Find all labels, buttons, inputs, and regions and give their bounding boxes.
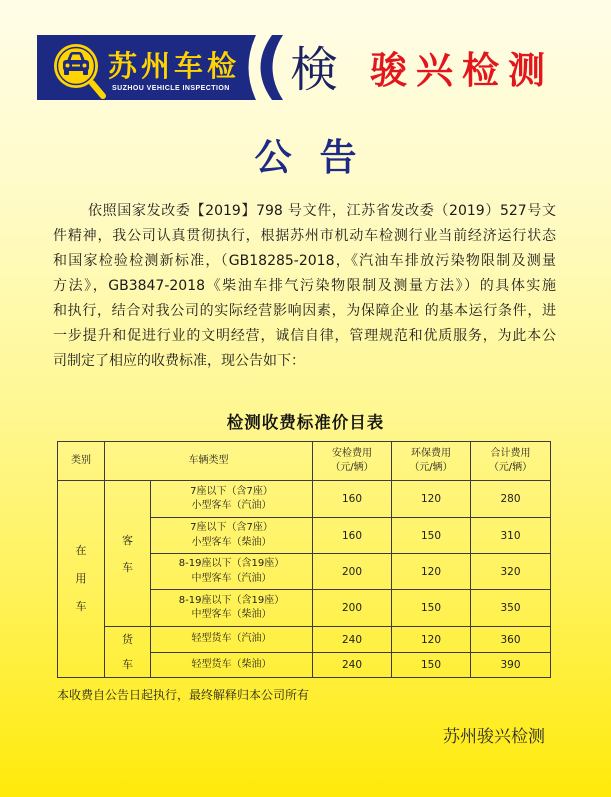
safety-fee: 200 (313, 590, 392, 627)
body-line: 和国家检验检测新标准，（GB18285-2018，《汽油车排放污染物限制及测量 (53, 253, 556, 269)
env-fee: 150 (392, 653, 471, 678)
table-row (58, 627, 551, 653)
body-line: 一步提升和促进行业的文明经营，诚信自律，管理规范和优质服务，为此本公 (53, 328, 556, 344)
body-line: 方法》，GB3847-2018《柴油车排气污染物限制及测量方法》）的具体实施 (53, 278, 556, 294)
env-fee: 150 (392, 518, 471, 554)
brand-subtitle: SUZHOU VEHICLE INSPECTION (112, 85, 230, 92)
company-name: 骏兴检测 (370, 49, 554, 92)
body-line: 件精神，我公司认真贯彻执行，根据苏州市机动车检测行业当前经济运行状态 (53, 228, 556, 244)
brand-name: 苏州车检 (108, 49, 241, 83)
vehicle-desc (151, 627, 313, 653)
inspection-mark: 検 (290, 42, 339, 98)
total-fee: 320 (471, 554, 551, 590)
vehicle-desc-line: 轻型货车（柴油） (191, 658, 272, 670)
vehicle-desc-line: 7座以下（含7座） (190, 522, 273, 533)
group-label-passenger: 客车 (122, 533, 133, 574)
group-cell-truck (105, 627, 151, 678)
header-fee-name: 环保费用 (411, 448, 451, 459)
safety-fee: 200 (313, 554, 392, 590)
car-headlight-left (66, 64, 70, 68)
env-fee: 150 (392, 590, 471, 627)
car-grille (72, 65, 80, 67)
car-wheel-right (83, 70, 88, 75)
vehicle-desc (151, 518, 313, 554)
safety-fee: 160 (313, 518, 392, 554)
vehicle-desc-line: 8-19座以下（含19座） (178, 558, 285, 569)
table-row (58, 481, 551, 518)
header-vehicle-type: 车辆类型 (105, 442, 313, 481)
env-fee: 120 (392, 481, 471, 518)
notice-title: 公告 (254, 136, 385, 179)
header-category: 类别 (58, 442, 105, 481)
total-fee: 310 (471, 518, 551, 554)
vehicle-desc-line: 中型客车（柴油） (191, 609, 272, 620)
body-line: 依照国家发改委【2019】798 号文件，江苏省发改委（2019）527号文 (88, 203, 556, 219)
env-fee: 120 (392, 627, 471, 653)
safety-fee: 160 (313, 481, 392, 518)
vehicle-desc-line: 轻型货车（汽油） (191, 633, 272, 645)
total-fee: 360 (471, 627, 551, 653)
total-fee: 390 (471, 653, 551, 678)
vehicle-desc (151, 590, 313, 627)
fee-table-title: 检测收费标准价目表 (226, 413, 385, 432)
group-cell-passenger (105, 481, 151, 627)
body-line: 和执行，结合对我公司的实际经营影响因素，为保障企业 的基本运行条件，进 (53, 303, 556, 319)
header-total-fee (471, 442, 551, 481)
banner-bracket-mark (261, 35, 284, 100)
body-line: 司制定了相应的收费标准，现公告如下： (53, 353, 305, 369)
signature: 苏州骏兴检测 (443, 727, 545, 747)
vehicle-desc-line: 小型客车（柴油） (191, 536, 272, 548)
vehicle-desc-line: 7座以下（含7座） (190, 485, 273, 497)
header-fee-unit: （元/辆） (488, 462, 533, 473)
env-fee: 120 (392, 554, 471, 590)
header-fee-unit: （元/辆） (409, 462, 453, 473)
category-label: 在用车 (75, 544, 87, 613)
vehicle-desc (151, 481, 313, 518)
vehicle-desc-line: 中型客车（汽油） (191, 572, 272, 584)
total-fee: 350 (471, 590, 551, 627)
vehicle-desc (151, 554, 313, 590)
vehicle-desc (151, 653, 313, 678)
safety-fee: 240 (313, 653, 392, 678)
group-label-truck: 货车 (122, 633, 133, 671)
safety-fee: 240 (313, 627, 392, 653)
fee-table (57, 441, 551, 678)
total-fee: 280 (471, 481, 551, 518)
header-env-fee (392, 442, 471, 481)
car-wheel-left (64, 70, 69, 75)
vehicle-desc-line: 8-19座以下（含19座） (178, 594, 285, 606)
header-fee-unit: （元/辆） (330, 462, 374, 473)
footer-note: 本收费自公告日起执行，最终解释归本公司所有 (57, 688, 310, 702)
notice-body (53, 199, 556, 374)
header-safety-fee (313, 442, 392, 481)
vehicle-desc-line: 小型客车（汽油） (191, 500, 272, 511)
header-fee-name: 安检费用 (332, 448, 372, 459)
category-cell (58, 481, 105, 678)
car-headlight-right (83, 64, 87, 68)
table-header-row (58, 442, 551, 481)
header-fee-name: 合计费用 (490, 448, 531, 459)
